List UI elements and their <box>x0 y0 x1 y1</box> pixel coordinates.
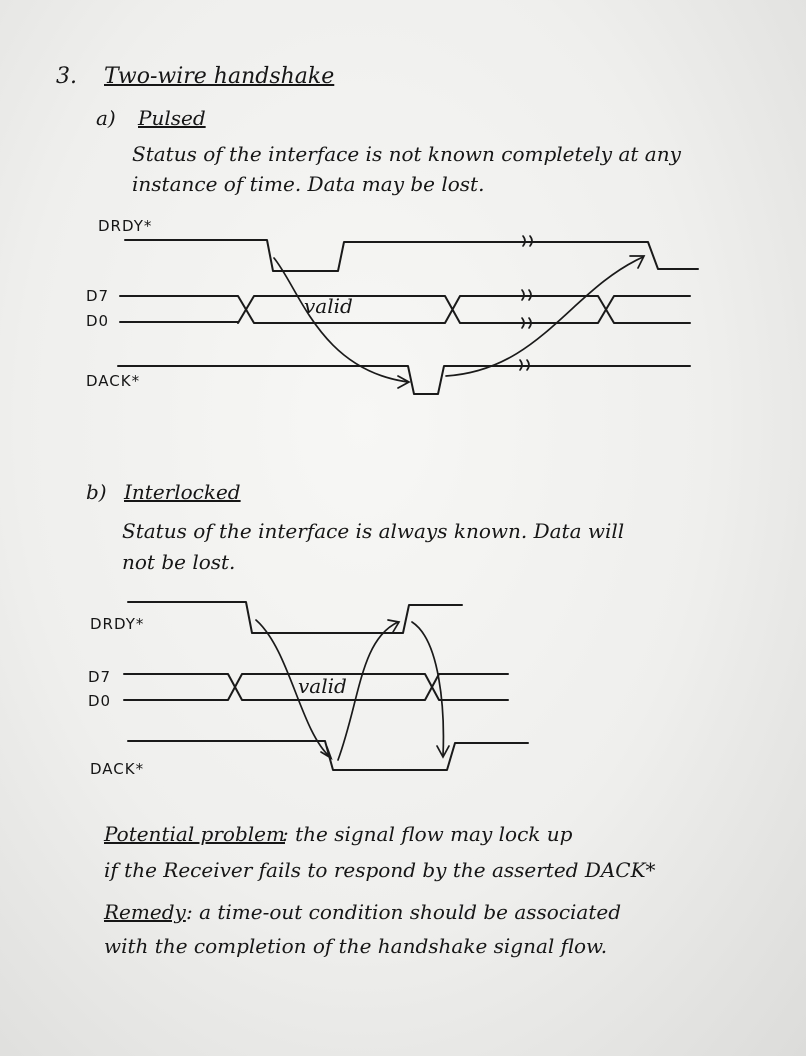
pulsed-timing-diagram <box>118 236 698 394</box>
pulsed-dack-label: DACK* <box>86 372 141 390</box>
interlocked-dack-to-drdy-arrow <box>338 622 398 760</box>
interlocked-drdy-to-dack-arrow <box>256 620 330 757</box>
interlocked-timing-diagram <box>124 602 528 770</box>
interlocked-drdy-waveform <box>128 602 462 633</box>
pulsed-description-line2: instance of time. Data may be lost. <box>132 172 485 196</box>
pulsed-d0-label: D0 <box>86 312 110 330</box>
remedy-line2: with the completion of the handshake signal flow. <box>104 934 608 958</box>
pulsed-d7-waveform <box>120 296 690 323</box>
interlocked-d0-label: D0 <box>88 692 112 710</box>
pulsed-drdy-to-dack-arrow <box>274 258 408 382</box>
problem-line1: : the signal flow may lock up <box>282 822 573 846</box>
interlocked-dack-to-drdy-arrowhead <box>388 620 399 632</box>
interlocked-description-line2: not be lost. <box>122 550 236 574</box>
interlocked-data-waveform <box>124 674 508 700</box>
problem-heading: Potential problem <box>104 822 285 846</box>
interlocked-description-line1: Status of the interface is always known. Data will <box>122 519 625 543</box>
pulsed-description-line1: Status of the interface is not known completely at any <box>132 142 681 166</box>
pulsed-dack-to-drdy-arrow <box>446 257 643 376</box>
interlocked-d7-label: D7 <box>88 668 112 686</box>
section-number: 3. <box>56 64 77 89</box>
interlocked-dack-label: DACK* <box>90 760 145 778</box>
pulsed-drdy-label: DRDY* <box>98 217 153 235</box>
remedy-line1: : a time-out condition should be associated <box>186 900 622 924</box>
interlocked-drdy-label: DRDY* <box>90 615 145 633</box>
interlocked-valid-label: valid <box>298 674 347 698</box>
pulsed-drdy-waveform <box>125 240 698 271</box>
pulsed-label: a) <box>96 106 116 130</box>
interlocked-title: Interlocked <box>124 480 241 504</box>
pulsed-title: Pulsed <box>138 106 206 130</box>
interlocked-drdy-release-arrow <box>412 622 443 756</box>
pulsed-valid-label: valid <box>304 294 353 318</box>
remedy-heading: Remedy <box>104 900 186 924</box>
pulsed-d7-label: D7 <box>86 287 110 305</box>
section-title: Two-wire handshake <box>104 64 335 89</box>
interlocked-label: b) <box>86 480 107 504</box>
problem-line2: if the Receiver fails to respond by the asserted DACK* <box>104 858 656 882</box>
